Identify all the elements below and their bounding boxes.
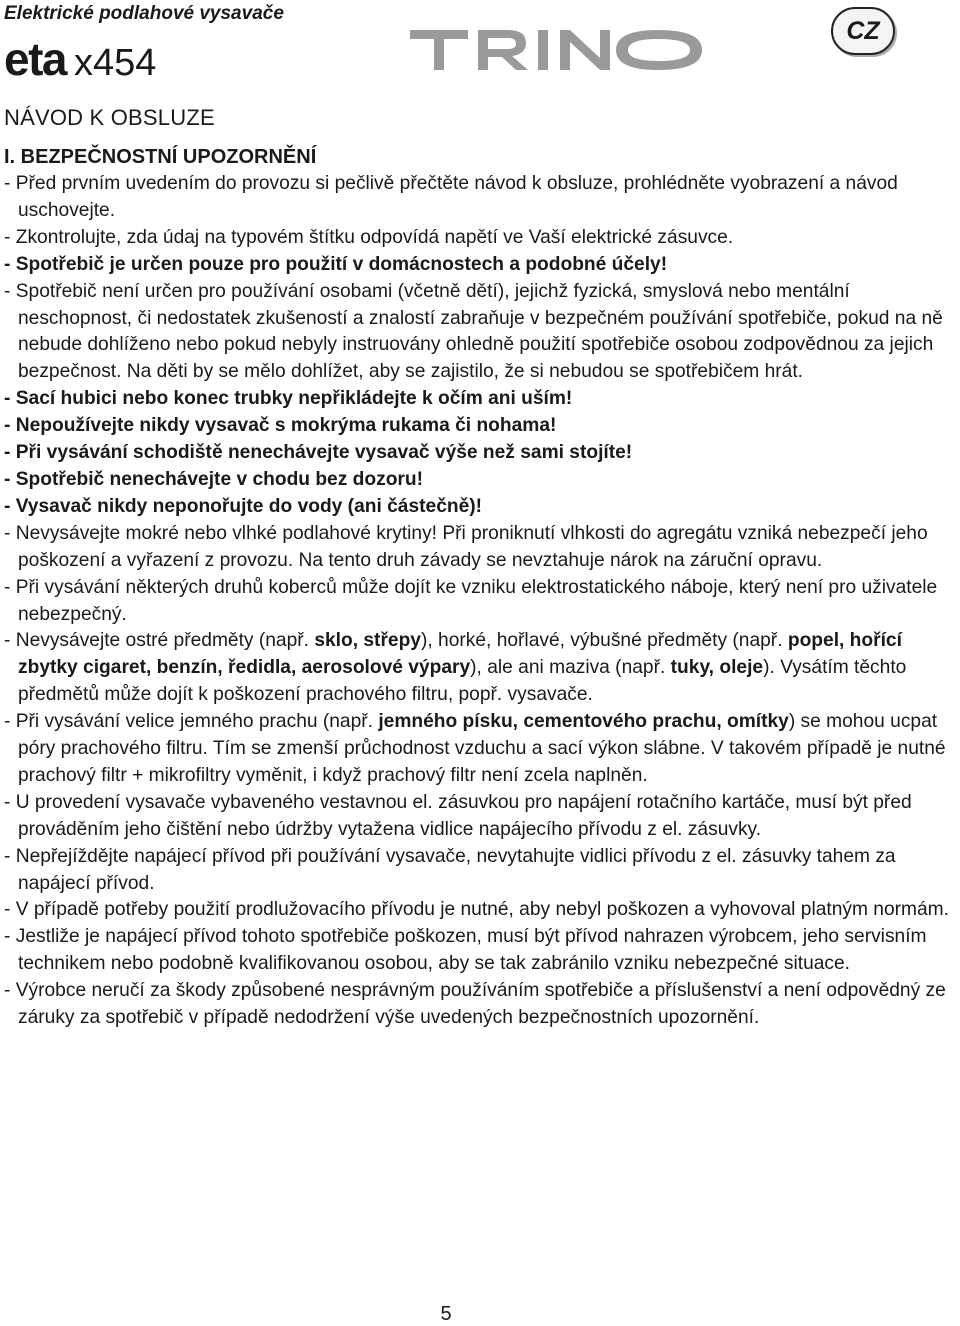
safety-item	[4, 924, 954, 978]
item-text: - Nepřejíždějte napájecí přívod při používání vysavače, nevytahujte vidlici přívodu z el. zásuvky tahem za napájecí přívod.	[4, 845, 896, 894]
item-text: - U provedení vysavače vybaveného vestavnou el. zásuvkou pro napájení rotačního kartáče, musí být před prováděním jeho čištění nebo údržby vytažena vidlice napájecího přívodu z el. zásuvky.	[4, 791, 912, 840]
item-text: - Výrobce neručí za škody způsobené nesprávným používáním spotřebiče a příslušenství a není odpovědný ze záruky za spotřebič v případě nedodržení výše uvedených bezpečnostních upozornění.	[4, 980, 946, 1029]
safety-item	[4, 386, 954, 413]
emphasis-text: sklo, střepy	[314, 630, 421, 652]
item-text: - Před prvním uvedením do provozu si pečlivě přečtěte návod k obsluze, prohlédněte vyobrazení a návod uschovejte.	[4, 173, 898, 221]
emphasis-text: popel, hořící zbytky cigaret, benzín, ředidla, aerosolové výpary	[18, 630, 902, 679]
product-category: Elektrické podlahové vysavače	[4, 3, 284, 24]
model-number: x454	[73, 42, 157, 84]
item-text: ) se mohou ucpat póry prachového filtru. Tím se zmenší průchodnost vzduchu a sací výkon slábne. V takovém případě je nutné prachový filtr + mikrofiltry vyměnit, i když prachový filtr není zcela naplněn.	[18, 711, 946, 786]
item-text: - Nepoužívejte nikdy vysavač s mokrýma rukama či nohama!	[4, 415, 557, 437]
safety-item	[4, 575, 954, 629]
language-badge: CZ	[831, 7, 895, 55]
page-number: 5	[440, 1303, 452, 1325]
item-text: - Při vysávání schodiště nenechávejte vysavač výše než sami stojíte!	[4, 442, 633, 464]
item-text: - Zkontrolujte, zda údaj na typovém štítku odpovídá napětí ve Vaší elektrické zásuvce.	[4, 226, 734, 248]
item-text: - Jestliže je napájecí přívod tohoto spotřebiče poškozen, musí být přívod nahrazen výrobcem, jeho servisním technikem nebo podobně kvalifikovanou osobou, aby se tak zabránilo vzniku nebezpečné situace.	[4, 926, 927, 975]
manual-title: NÁVOD K OBSLUZE	[4, 105, 215, 130]
safety-item	[4, 790, 954, 844]
safety-item	[4, 978, 954, 1032]
item-text: - Nevysávejte mokré nebo vlhké podlahové krytiny! Při proniknutí vlhkosti do agregátu vzniká nebezpečí jeho poškození a vyřazení z provozu. Na tento druh závady se nevztahuje nárok na záruční opravu.	[4, 522, 928, 571]
safety-item	[4, 171, 954, 225]
item-text: - Vysavač nikdy neponořujte do vody (ani částečně)!	[4, 495, 483, 517]
item-text: - Při vysávání velice jemného prachu (např.	[4, 711, 379, 733]
item-text: - Sací hubici nebo konec trubky nepřikládejte k očím ani uším!	[4, 388, 573, 410]
safety-section	[4, 144, 954, 1032]
safety-list	[4, 171, 954, 1032]
safety-item	[4, 252, 954, 279]
section-title: I. BEZPEČNOSTNÍ UPOZORNĚNÍ	[4, 146, 317, 168]
trino-logo	[408, 26, 704, 74]
model-heading	[4, 32, 156, 86]
item-text: ), ale ani maziva (např.	[470, 657, 671, 679]
emphasis-text: tuky, oleje	[670, 657, 764, 679]
safety-item	[4, 844, 954, 898]
item-text: - Při vysávání některých druhů koberců může dojít ke vzniku elektrostatického náboje, který není pro uživatele nebezpečný.	[4, 576, 938, 625]
item-text: - V případě potřeby použití prodlužovacího přívodu je nutné, aby nebyl poškozen a vyhovoval platným normám.	[4, 899, 949, 921]
item-text: ), horké, hořlavé, výbušné předměty (např.	[420, 630, 788, 652]
item-text: ). Vysátím těchto předmětů může dojít k poškození prachového filtru, popř. vysavače.	[18, 657, 907, 706]
item-text: - Nevysávejte ostré předměty (např.	[4, 630, 315, 652]
safety-item	[4, 413, 954, 440]
brand-name: eta	[4, 33, 66, 85]
item-text: - Spotřebič nenechávejte v chodu bez dozoru!	[4, 468, 423, 490]
item-text: - Spotřebič je určen pouze pro použití v domácnostech a podobné účely!	[4, 253, 668, 275]
safety-item	[4, 279, 954, 387]
safety-item	[4, 225, 954, 252]
emphasis-text: jemného písku, cementového prachu, omítky	[378, 711, 789, 733]
safety-item	[4, 521, 954, 575]
safety-item	[4, 628, 954, 709]
item-text: - Spotřebič není určen pro používání osobami (včetně dětí), jejichž fyzická, smyslová nebo mentální neschopnost, či nedostatek zkušeností a znalostí zabraňuje v bezpečném používání spotřebiče, pokud na ně nebude dohlíženo nebo pokud nebyly instruovány ohledně použití spotřebiče osobou zodpovědnou za jejich bezpečnost. Na děti by se mělo dohlížet, aby se zajistilo, že si nebudou se spotřebičem hrát.	[4, 280, 943, 383]
safety-item	[4, 897, 954, 924]
safety-item	[4, 440, 954, 467]
safety-item	[4, 709, 954, 790]
safety-item	[4, 494, 954, 521]
safety-item	[4, 467, 954, 494]
